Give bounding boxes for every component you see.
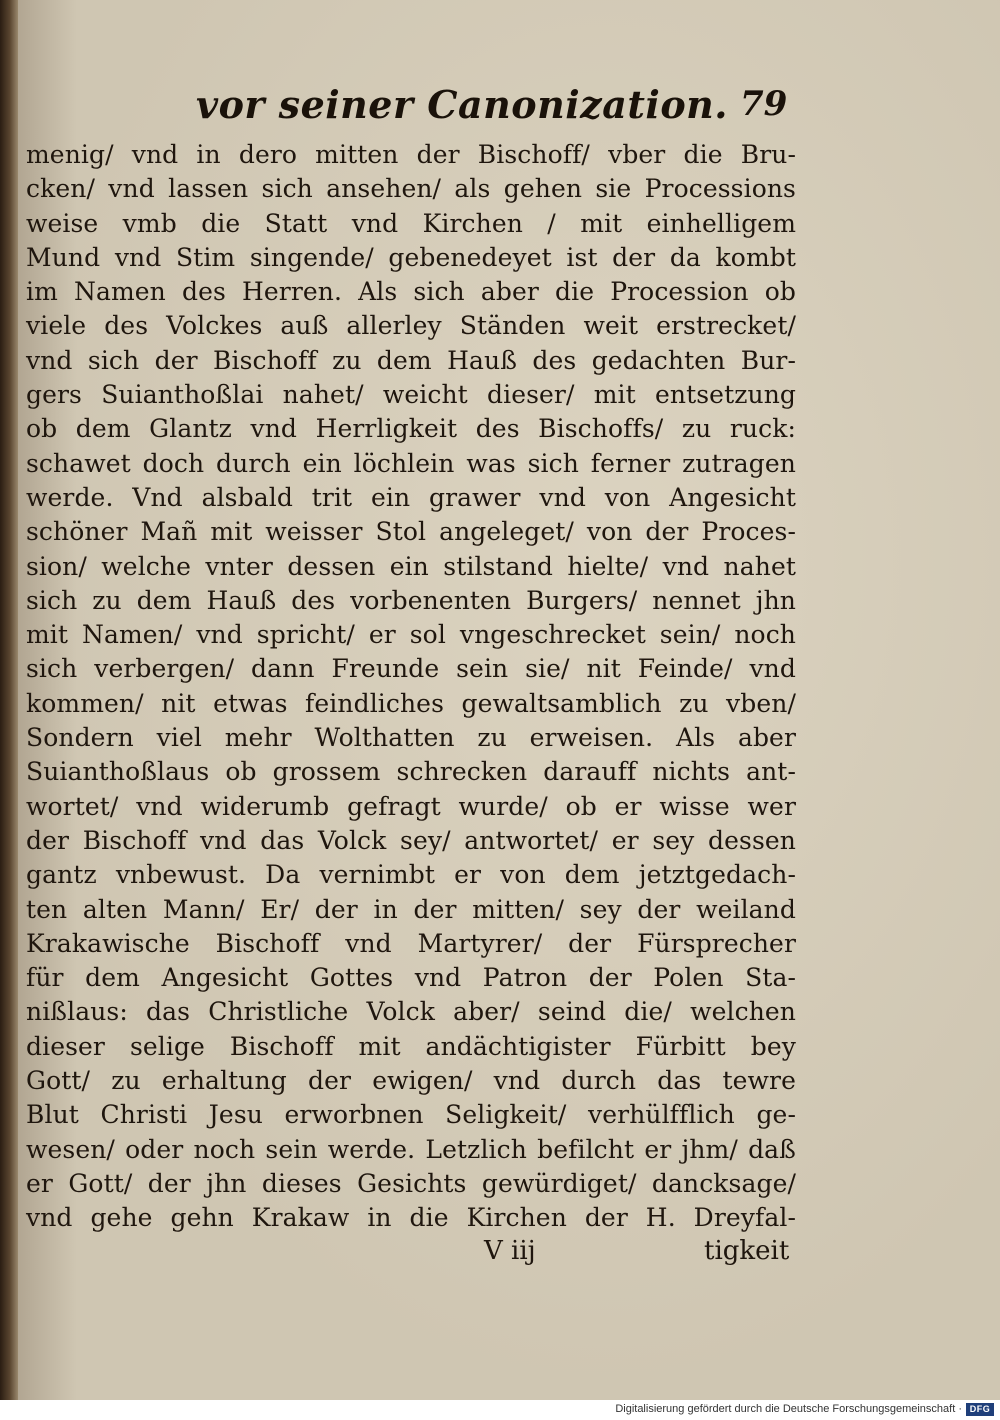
text-line: vnd sich der Bischoff zu dem Hauß des gedachten Bur- <box>26 345 796 375</box>
catchword: tigkeit <box>704 1236 790 1266</box>
text-line: sion/ welche vnter dessen ein stilstand hielte/ vnd nahet <box>26 551 796 581</box>
text-line: Sondern viel mehr Wolthatten zu erweisen. Als aber <box>26 723 796 753</box>
book-page <box>18 0 1000 1400</box>
credit-bar <box>0 1400 1000 1420</box>
running-head: vor seiner Canonization. <box>196 82 729 127</box>
text-line: schöner Mañ mit weisser Stol angeleget/ von der Proces- <box>26 517 796 547</box>
text-line: kommen/ nit etwas feindliches gewaltsamblich zu vben/ <box>26 688 796 718</box>
dfg-logo-icon: DFG <box>966 1403 994 1416</box>
page-header <box>18 82 1000 132</box>
text-line: menig/ vnd in dero mitten der Bischoff/ vber die Bru- <box>26 140 796 169</box>
text-line: viele des Volckes auß allerley Ständen weit erstrecket/ <box>26 311 796 341</box>
text-line: Blut Christi Jesu erworbnen Seligkeit/ verhülfflich ge- <box>26 1100 796 1130</box>
text-line: im Namen des Herren. Als sich aber die Procession ob <box>26 277 796 307</box>
body-text <box>26 138 796 1236</box>
text-line: ob dem Glantz vnd Herrligkeit des Bischoffs/ zu ruck: <box>26 414 796 444</box>
text-line: Gott/ zu erhaltung der ewigen/ vnd durch das tewre <box>26 1066 796 1096</box>
text-line: cken/ vnd lassen sich ansehen/ als gehen sie Processions <box>26 174 796 204</box>
text-line: gantz vnbewust. Da vernimbt er von dem jetztgedach- <box>26 860 796 890</box>
text-line: für dem Angesicht Gottes vnd Patron der Polen Sta- <box>26 963 796 993</box>
text-line: sich zu dem Hauß des vorbenenten Burgers/ nennet jhn <box>26 585 796 615</box>
text-line: Mund vnd Stim singende/ gebenedeyet ist der da kombt <box>26 242 796 272</box>
text-line: sich verbergen/ dann Freunde sein sie/ nit Feinde/ vnd <box>26 654 796 684</box>
text-line: vnd gehe gehn Krakaw in die Kirchen der H. Dreyfal- <box>26 1203 796 1233</box>
text-line: der Bischoff vnd das Volck sey/ antwortet/ er sey dessen <box>26 825 796 855</box>
text-line: weise vmb die Statt vnd Kirchen / mit einhelligem <box>26 208 796 238</box>
text-line: wortet/ vnd widerumb gefragt wurde/ ob er wisse wer <box>26 791 796 821</box>
text-line: wesen/ oder noch sein werde. Letzlich befilcht er jhm/ daß <box>26 1134 796 1164</box>
text-line: dieser selige Bischoff mit andächtigister Fürbitt bey <box>26 1031 796 1061</box>
text-line: er Gott/ der jhn dieses Gesichts gewürdiget/ dancksage/ <box>26 1168 796 1198</box>
text-line: mit Namen/ vnd spricht/ er sol vngeschrecket sein/ noch <box>26 620 796 650</box>
text-line: ten alten Mann/ Er/ der in der mitten/ sey der weiland <box>26 894 796 924</box>
funding-credit: Digitalisierung gefördert durch die Deutsche Forschungsgemeinschaft · <box>615 1403 962 1415</box>
text-line: Krakawische Bischoff vnd Martyrer/ der Fürsprecher <box>26 928 796 958</box>
text-line: gers Suianthoßlai nahet/ weicht dieser/ mit entsetzung <box>26 380 796 410</box>
text-line: Suianthoßlaus ob grossem schrecken darauff nichts ant- <box>26 757 796 787</box>
text-line: nißlaus: das Christliche Volck aber/ seind die/ welchen <box>26 997 796 1027</box>
page-footer <box>18 1236 1000 1276</box>
text-line: werde. Vnd alsbald trit ein grawer vnd von Angesicht <box>26 482 796 512</box>
page-number: 79 <box>740 84 788 124</box>
signature-mark: V iij <box>484 1236 536 1266</box>
text-line: schawet doch durch ein löchlein was sich ferner zutragen <box>26 448 796 478</box>
